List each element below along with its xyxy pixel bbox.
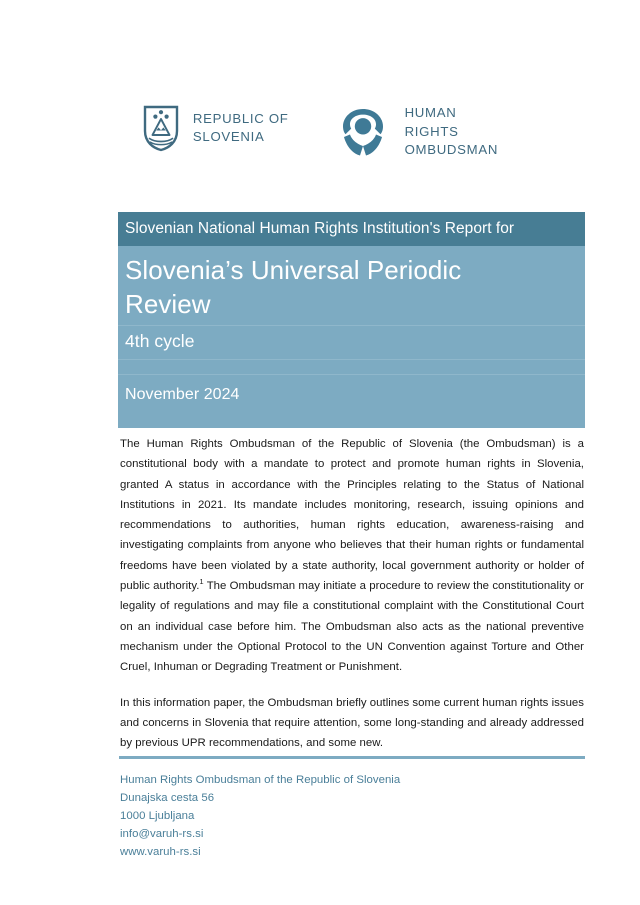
- footer-city: 1000 Ljubljana: [120, 810, 195, 823]
- document-body: [120, 434, 584, 753]
- footer-website[interactable]: www.varuh-rs.si: [120, 846, 201, 859]
- body-paragraph-2: In this information paper, the Ombudsman briefly outlines some current human rights issues and concerns in Slovenia that require attention, some long-standing and already addressed by previous UPR recommendations, and some new.: [120, 696, 584, 750]
- document-logo-header: [0, 104, 640, 160]
- banner-title-line-2: Review: [125, 288, 211, 319]
- footer-street-address: Dunajska cesta 56: [120, 792, 215, 805]
- banner-title-line-1: Slovenia’s Universal Periodic: [125, 254, 462, 285]
- body-paragraph-1: [120, 434, 584, 678]
- slovenia-coat-of-arms-icon: [142, 104, 180, 152]
- banner-date: November 2024: [118, 375, 585, 416]
- human-rights-ombudsman-figure-icon: [337, 106, 389, 158]
- footnote-reference-1[interactable]: 1: [199, 577, 204, 587]
- footer-divider: [119, 756, 585, 759]
- body-paragraph-1-text-after-footnote: The Ombudsman may initiate a procedure to review the constitutionality or legality of regulations and may file a constitutional complaint with the Constitutional Court on an individual case before him. The Ombudsman also acts as the national preventive mechanism under the Optional Protocol to the UN Convention against Torture and Other Cruel, Inhuman or Degrading Treatment or Punishment.: [120, 580, 584, 674]
- ombudsman-logo-line-2: RIGHTS: [404, 123, 459, 139]
- report-title-banner: [118, 212, 585, 428]
- republic-logo-line-1: REPUBLIC OF: [192, 110, 289, 126]
- footer-email[interactable]: info@varuh-rs.si: [120, 828, 204, 841]
- republic-of-slovenia-wordmark: [193, 110, 289, 146]
- ombudsman-logo-line-1: HUMAN: [404, 105, 457, 120]
- banner-tail-band: [118, 416, 585, 428]
- banner-eyebrow: Slovenian National Human Rights Institution's Report for: [118, 212, 585, 246]
- footer-organisation: Human Rights Ombudsman of the Republic of Slovenia: [120, 774, 401, 786]
- human-rights-ombudsman-logo: [337, 104, 499, 160]
- human-rights-ombudsman-wordmark: [405, 104, 499, 160]
- banner-spacer-band: [118, 360, 585, 375]
- republic-of-slovenia-logo: [142, 104, 289, 152]
- banner-title: [118, 246, 585, 326]
- banner-subtitle: 4th cycle: [118, 326, 585, 361]
- footer-contact-block: [120, 771, 586, 861]
- body-paragraph-1-text-before-footnote: The Human Rights Ombudsman of the Republic of Slovenia (the Ombudsman) is a constitutional body with a mandate to protect and promote human rights in Slovenia, granted A status in accordance with the Principles relating to the Status of National Institutions in 2021. Its mandate includes monitoring, research, issuing opinions and recommendations to authorities, human rights education, awareness-raising and investigating complaints from anyone who believes that their human rights or fundamental freedoms have been violated by a state authority, local government authority or holder of public authority.: [120, 438, 584, 593]
- republic-logo-line-2: SLOVENIA: [192, 129, 265, 144]
- ombudsman-logo-line-3: OMBUDSMAN: [404, 142, 499, 158]
